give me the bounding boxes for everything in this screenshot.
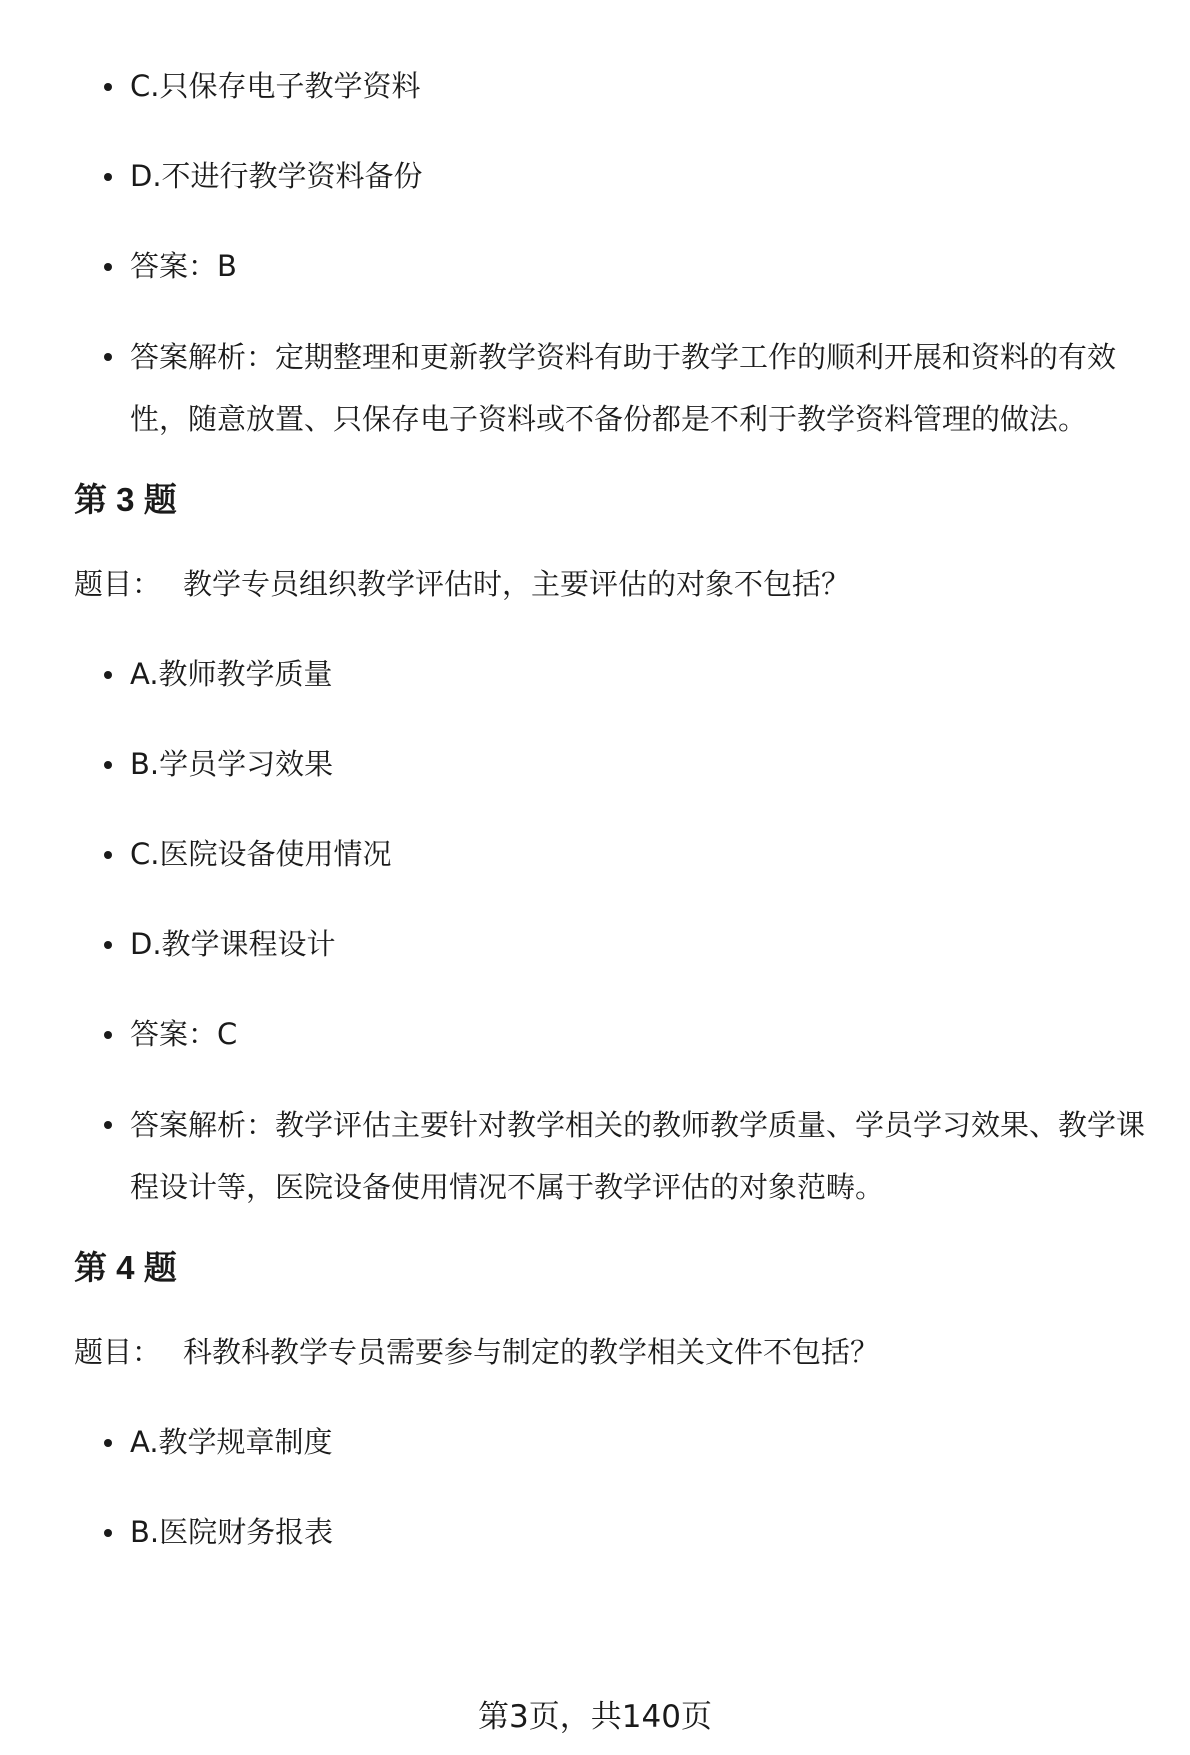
option-c: C.医院设备使用情况 [74,824,1164,884]
answer-explanation: 答案解析：定期整理和更新教学资料有助于教学工作的顺利开展和资料的有效性，随意放置、只保存电子资料或不备份都是不利于教学资料管理的做法。 [74,326,1164,450]
question-text: 教学专员组织教学评估时，主要评估的对象不包括？ [183,567,851,601]
question-label: 题目： [74,567,162,601]
question-3-list [74,644,1164,1218]
option-d: D.教学课程设计 [74,914,1164,974]
answer: 答案：C [74,1004,1164,1064]
option-a: A.教学规章制度 [74,1412,1164,1472]
document-content [74,56,1164,1592]
answer-explanation: 答案解析：教学评估主要针对教学相关的教师教学质量、学员学习效果、教学课程设计等，医院设备使用情况不属于教学评估的对象范畴。 [74,1094,1164,1218]
option-b: B.学员学习效果 [74,734,1164,794]
question-text: 科教科教学专员需要参与制定的教学相关文件不包括？ [183,1335,880,1369]
question-4-list [74,1412,1164,1562]
question-3-heading: 第 3 题 [74,481,177,518]
answer: 答案：B [74,236,1164,296]
option-b: B.医院财务报表 [74,1502,1164,1562]
option-c: C.只保存电子教学资料 [74,56,1164,116]
option-a: A.教师教学质量 [74,644,1164,704]
question-4-prompt [74,1332,1164,1372]
question-4-heading: 第 4 题 [74,1249,177,1286]
question-2-list [74,56,1164,450]
option-d: D.不进行教学资料备份 [74,146,1164,206]
page-indicator: 第3页，共140页 [478,1699,712,1735]
question-label: 题目： [74,1335,162,1369]
question-3-prompt [74,564,1164,604]
